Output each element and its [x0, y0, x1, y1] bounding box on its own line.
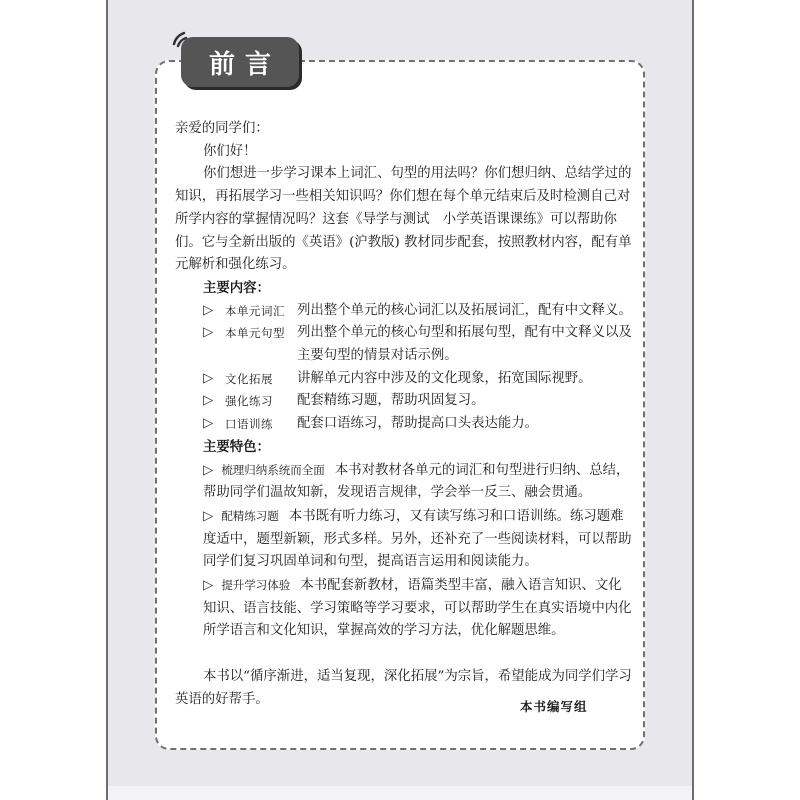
list-item	[175, 322, 635, 367]
greeting: 亲爱的同学们：	[175, 121, 269, 136]
features-heading: 主要特色：	[203, 438, 270, 455]
list-item-label: 口语训练	[225, 417, 273, 432]
intro-paragraph: 你们想进一步学习课本上词汇、句型的用法吗？你们想归纳、总结学过的知识，再拓展学习一些相关知识吗？你们想在每个单元结束后及时检测自己对所学内容的掌握情况吗？这套《导学与测试 小学英语课课练》可以帮助你们。它与全新出版的《英语》(沪教版) 教材同步配套，按照教材内容，配有单元解析和强化练习。	[175, 166, 632, 273]
feature-text: 本书对教材各单元的词汇和句型进行归纳、总结，帮助同学们温故知新，发现语言规律，学会举一反三、融会贯通。	[203, 462, 630, 501]
list-item	[175, 390, 635, 413]
list-item-text: 讲解单元内容中涉及的文化现象，拓宽国际视野。	[297, 370, 592, 386]
list-item-text: 列出整个单元的核心句型和拓展句型，配有中文释义以及主要句型的情景对话示例。	[297, 325, 632, 364]
arrow-icon: ▷	[203, 462, 214, 478]
page-title	[181, 37, 299, 87]
book-spine-right	[692, 0, 800, 800]
page-edge	[108, 786, 692, 800]
feature-item	[175, 459, 635, 505]
list-item-text: 配套精练习题，帮助巩固复习。	[297, 393, 485, 409]
book-spine-left	[0, 0, 108, 800]
arrow-icon: ▷	[203, 416, 214, 432]
feature-label: 梳理归纳系统而全面	[221, 462, 325, 477]
list-item	[175, 368, 635, 391]
spacer	[175, 643, 635, 666]
signature: 本书编写组	[520, 699, 588, 714]
list-item-text: 列出整个单元的核心词汇以及拓展词汇，配有中文释义。	[297, 302, 632, 318]
feature-item	[175, 574, 635, 643]
closing-paragraph: 本书以“循序渐进，适当复现，深化拓展”为宗旨，希望能成为同学们学习英语的好帮手。	[175, 668, 632, 707]
arrow-icon: ▷	[203, 393, 214, 409]
list-item-label: 文化拓展	[225, 371, 273, 386]
list-item-label: 强化练习	[225, 394, 273, 409]
list-item-label: 本单元句型	[225, 326, 285, 341]
feature-item	[175, 505, 635, 574]
list-item	[175, 300, 635, 323]
list-item-text: 配套口语练习，帮助提高口头表达能力。	[297, 416, 539, 432]
feature-text: 本书既有听力练习，又有读写练习和口语训练。练习题难度适中，题型新颖，形式多样。另外，还补充了一些阅读材料，可以帮助同学们复习巩固单词和句型，提高语言运用和阅读能力。	[203, 508, 632, 570]
list-item-label: 本单元词汇	[225, 303, 285, 318]
feature-text: 本书配套新教材，语篇类型丰富，融入语言知识、文化知识、语言技能、学习策略等学习要求，可以帮助学生在真实语境中内化所学语言和文化知识，掌握高效的学习方法，优化解题思维。	[203, 578, 632, 639]
main-content-heading: 主要内容：	[203, 279, 270, 296]
arrow-icon: ▷	[203, 508, 214, 524]
arrow-icon: ▷	[203, 578, 214, 594]
arrow-icon: ▷	[203, 370, 214, 386]
list-item	[175, 413, 635, 436]
feature-label: 配精练习题	[221, 508, 279, 523]
hello: 你们好！	[203, 143, 257, 159]
feature-label: 提升学习体验	[221, 578, 291, 593]
arrow-icon: ▷	[203, 302, 214, 318]
page-title-text: 前言	[208, 49, 281, 80]
preface-body	[175, 118, 635, 711]
arrow-icon: ▷	[203, 325, 214, 341]
